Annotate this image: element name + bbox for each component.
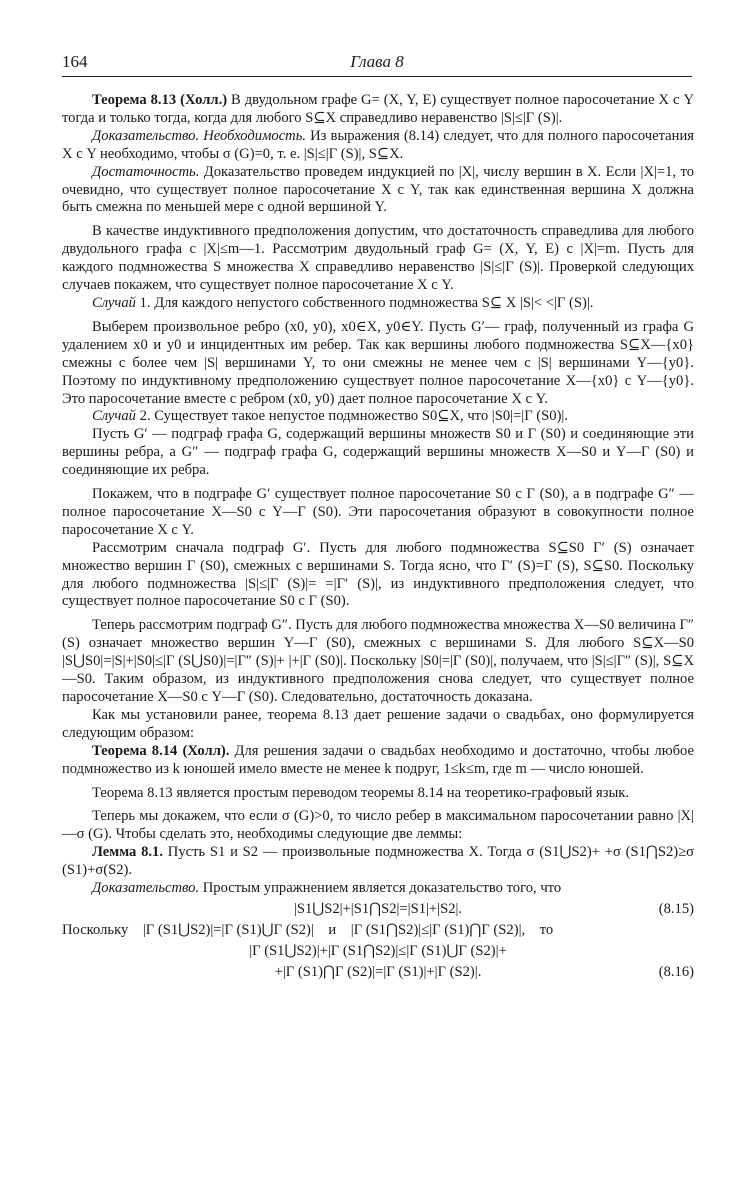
paragraph-text: 2. Существует такое непустое подмножество S0⊆X, что |S0|=|Γ (S0)|. (135, 408, 568, 425)
header-rule (62, 76, 692, 77)
paragraph (62, 808, 694, 844)
page-header (62, 52, 692, 76)
paragraph (62, 164, 694, 218)
since-then: то (539, 921, 554, 938)
paragraph-text: Покажем, что в подграфе G′ существует полное паросочетание S0 с Γ (S0), а в подграфе G″ — полное паросочетание X—S0 с Y—Γ (S0). Эти паросочетания образуют в совокупности полное паросочетание X с Y. (62, 486, 694, 538)
paragraph-text: Выберем произвольное ребро (x0, y0), x0∈X, y0∈Y. Пусть G′— граф, полученный из графа G удалением x0 и y0 и инцидентных им ребер. Так как вершины любого подмножества S⊆X—{x0} смежны с более чем |S| вершинами Y, то они смежны не менее чем с |S| вершинами Y—{y0}. Поэтому по индуктивному предположению существует полное паросочетание X—{x0} с Y—{y0}. Это паросочетание вместе с ребром (x0, y0) дает полное паросочетание X с Y. (62, 318, 694, 407)
equation-8-16-line2 (62, 964, 694, 982)
paragraph-lead: Случай (92, 408, 136, 425)
paragraph-text: Доказательство проведем индукцией по |X|, числу вершин в X. Если |X|=1, то очевидно, что существует полное паросочетание X с Y, так как единственная вершина X должна быть смежна по меньшей мере с одной вершиной Y. (62, 163, 694, 216)
since-right: |Γ (S1⋂S2)|≤|Γ (S1)⋂Γ (S2)|, (350, 921, 526, 938)
paragraph (62, 844, 694, 880)
running-title: Глава 8 (350, 52, 404, 71)
paragraph (62, 486, 694, 540)
paragraph-list (62, 92, 694, 898)
paragraph-text: Для решения задачи о свадьбах необходимо и достаточно, чтобы любое подмножество из k юношей имело вместе не менее k подруг, 1≤k≤m, где m — число юношей. (62, 742, 694, 777)
paragraph-lead: Доказательство. (92, 880, 200, 897)
paragraph-lead: Достаточность. (92, 163, 200, 180)
page-number: 164 (62, 52, 88, 71)
paragraph-text: Теорема 8.13 является простым переводом теоремы 8.14 на теоретико-графовый язык. (92, 784, 630, 801)
page-body (62, 92, 694, 985)
paragraph (62, 743, 694, 779)
equation-text: |S1⋃S2|+|S1⋂S2|=|S1|+|S2|. (293, 900, 463, 917)
paragraph (62, 707, 694, 743)
paragraph-text: Рассмотрим сначала подграф G′. Пусть для любого подмножества S⊆S0 Γ′ (S) означает множество вершин Γ (S0), смежных с вершинами S. Тогда ясно, что Γ′ (S)=Γ (S), S⊆S0. Поскольку для любого подмножества |S|≤|Γ (S)|= =|Γ′ (S)|, из индуктивного предположения следует, что существует полное паросочетание S0 с Γ (S0). (62, 539, 694, 610)
paragraph-lead: Лемма 8.1. (92, 844, 163, 861)
paragraph-text: 1. Для каждого непустого собственного подмножества S⊆ X |S|< <|Γ (S)|. (135, 294, 594, 311)
equation-8-16-line1 (62, 943, 694, 961)
paragraph (62, 426, 694, 480)
paragraph (62, 295, 694, 313)
paragraph-text: Как мы установили ранее, теорема 8.13 дает решение задачи о свадьбах, оно формулируется следующим образом: (62, 706, 694, 741)
since-line (62, 922, 694, 940)
paragraph-text: Теперь мы докажем, что если σ (G)>0, то число ребер в максимальном паросочетании равно |X|—σ (G). Чтобы сделать это, необходимы следующие две леммы: (62, 808, 694, 843)
paragraph-text: Из выражения (8.14) следует, что для полного паросочетания X с Y необходимо, чтобы σ (G)=0, т. е. |S|≤|Γ (S)|, S⊆X. (62, 127, 694, 162)
paragraph (62, 785, 694, 803)
paragraph (62, 223, 694, 295)
paragraph (62, 128, 694, 164)
since-left: |Γ (S1⋃S2)|=|Γ (S1)⋃Γ (S2)| (142, 921, 314, 938)
paragraph-text: Пусть G′ — подграф графа G, содержащий вершины множеств S0 и Γ (S0) и соединяющие эти вершины ребра, а G″ — подграф графа G, содержащий вершины множеств X—S0 и Y—Γ (S0) и соединяющие их ребра. (62, 426, 694, 479)
paragraph (62, 880, 694, 898)
equation-number: (8.15) (658, 900, 694, 917)
paragraph-lead: Случай (92, 294, 136, 311)
paragraph-lead: Теорема 8.13 (Холл.) (92, 92, 228, 108)
paragraph (62, 540, 694, 612)
paragraph-lead: Доказательство. Необходимость. (92, 127, 307, 144)
paragraph-text: Теперь рассмотрим подграф G″. Пусть для любого подмножества множества X—S0 величина Γ″(S) означает множество вершин Y—Γ (S0), смежных с вершинами S. Для любого S⊆X—S0 |S⋃S0|=|S|+|S0|≤|Γ (S⋃S0)|=|Γ″ (S)|+ |+|Γ (S0)|. Поскольку |S0|=|Γ (S0)|, получаем, что |S|≤|Γ″ (S)|, S⊆X—S0. Таким образом, из индуктивного предположения снова следует, что существует полное паросочетание X—S0 с Y—Γ (S0). Следовательно, достаточность доказана. (62, 617, 694, 705)
paragraph (62, 408, 694, 426)
equation-8-15 (62, 901, 694, 919)
equation-text: |Γ (S1⋃S2)|+|Γ (S1⋂S2)|≤|Γ (S1)⋃Γ (S2)|+ (249, 942, 507, 959)
paragraph-text: В двудольном графе G= (X, Y, E) существует полное паросочетание X с Y тогда и только тогда, когда для любого S⊆X справедливо неравенство |S|≤|Γ (S)|. (62, 92, 694, 126)
paragraph-text: Простым упражнением является доказательство того, что (199, 880, 562, 897)
paragraph (62, 319, 694, 409)
since-and: и (328, 921, 337, 938)
paragraph-text: В качестве индуктивного предположения допустим, что достаточность справедлива для любого двудольного графа с |X|≤m—1. Рассмотрим двудольный граф G= (X, Y, E) с |X|=m. Пусть для каждого подмножества S множества X справедливо неравенство |S|≤|Γ (S)|. Проверкой следующих случаев покажем, что существует полное паросочетание X с Y. (62, 223, 694, 294)
paragraph (62, 92, 694, 128)
paragraph-lead: Теорема 8.14 (Холл). (92, 742, 230, 759)
equation-number: (8.16) (658, 963, 694, 980)
equation-text: +|Γ (S1)⋂Γ (S2)|=|Γ (S1)|+|Γ (S2)|. (274, 963, 482, 980)
paragraph (62, 617, 694, 707)
paragraph-text: Пусть S1 и S2 — произвольные подмножества X. Тогда σ (S1⋃S2)+ +σ (S1⋂S2)≥σ (S1)+σ(S2). (62, 844, 694, 879)
since-word: Поскольку (62, 921, 129, 938)
